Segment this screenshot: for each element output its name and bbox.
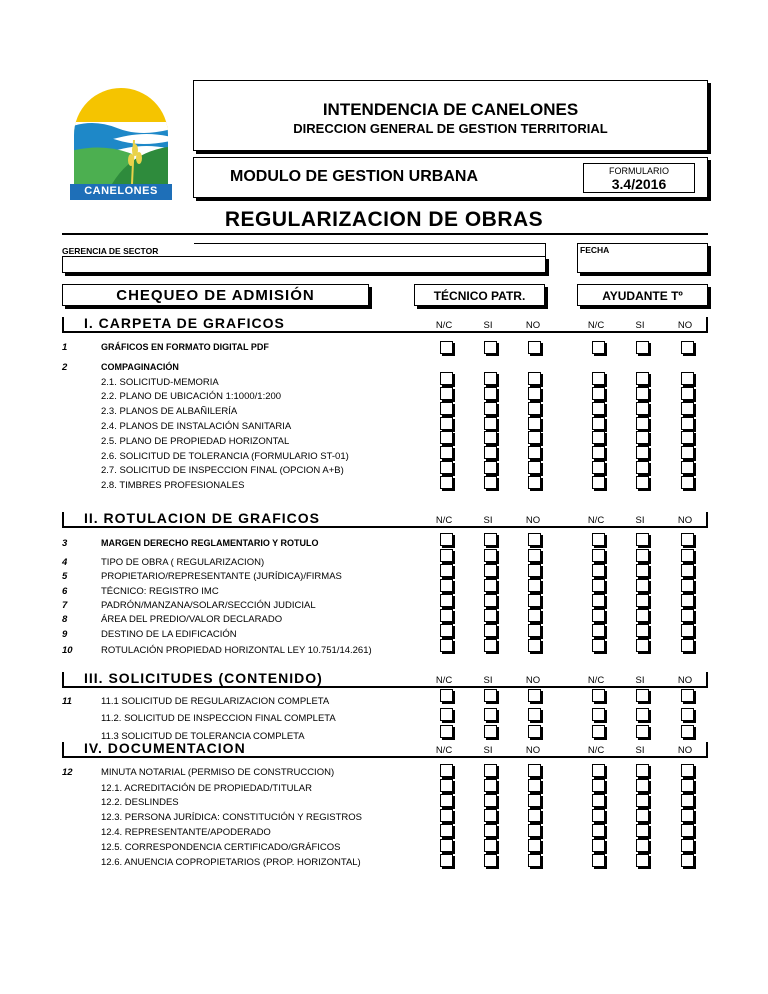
section-title: I. CARPETA DE GRAFICOS xyxy=(84,315,285,331)
checkbox-si-tecnico[interactable] xyxy=(484,639,497,652)
checkbox-si-ayudante[interactable] xyxy=(636,417,649,430)
checkbox-si-tecnico[interactable] xyxy=(484,824,497,837)
checkbox-no-ayudante[interactable] xyxy=(681,417,694,430)
ayudante-label: AYUDANTE Tº xyxy=(602,289,683,303)
checkbox-nc-tecnico[interactable] xyxy=(440,461,453,474)
checkbox-si-tecnico[interactable] xyxy=(484,708,497,721)
checkbox-si-ayudante[interactable] xyxy=(636,431,649,444)
checkbox-nc-tecnico[interactable] xyxy=(440,341,453,354)
checkbox-si-tecnico[interactable] xyxy=(484,839,497,852)
checkbox-si-ayudante[interactable] xyxy=(636,372,649,385)
checkbox-no-tecnico[interactable] xyxy=(528,689,541,702)
row-number: 1 xyxy=(62,342,68,353)
checkbox-si-ayudante[interactable] xyxy=(636,794,649,807)
checkbox-nc-tecnico[interactable] xyxy=(440,417,453,430)
checkbox-nc-ayudante[interactable] xyxy=(592,341,605,354)
section-divider xyxy=(62,331,708,333)
checkbox-si-tecnico[interactable] xyxy=(484,549,497,562)
checkbox-nc-tecnico[interactable] xyxy=(440,372,453,385)
column-header: N/C xyxy=(587,515,605,526)
checkbox-si-tecnico[interactable] xyxy=(484,624,497,637)
checkbox-nc-ayudante[interactable] xyxy=(592,372,605,385)
checkbox-nc-ayudante[interactable] xyxy=(592,387,605,400)
checkbox-nc-tecnico[interactable] xyxy=(440,839,453,852)
checkbox-si-tecnico[interactable] xyxy=(484,809,497,822)
checkbox-no-tecnico[interactable] xyxy=(528,794,541,807)
column-header: NO xyxy=(677,675,693,686)
form-number-box xyxy=(583,163,695,193)
checkbox-si-tecnico[interactable] xyxy=(484,461,497,474)
checkbox-no-ayudante[interactable] xyxy=(681,809,694,822)
checklist-item-label: DESTINO DE LA EDIFICACIÓN xyxy=(101,629,237,640)
checkbox-nc-tecnico[interactable] xyxy=(440,402,453,415)
checkbox-no-tecnico[interactable] xyxy=(528,624,541,637)
checkbox-no-ayudante[interactable] xyxy=(681,476,694,489)
checkbox-si-tecnico[interactable] xyxy=(484,764,497,777)
checkbox-nc-tecnico[interactable] xyxy=(440,594,453,607)
checkbox-no-tecnico[interactable] xyxy=(528,779,541,792)
row-number: 6 xyxy=(62,586,68,597)
checkbox-nc-tecnico[interactable] xyxy=(440,854,453,867)
checkbox-no-tecnico[interactable] xyxy=(528,824,541,837)
checkbox-nc-ayudante[interactable] xyxy=(592,476,605,489)
checklist-item-label: TÉCNICO: REGISTRO IMC xyxy=(101,586,219,597)
checkbox-nc-tecnico[interactable] xyxy=(440,609,453,622)
column-header: NO xyxy=(525,515,541,526)
checkbox-nc-ayudante[interactable] xyxy=(592,431,605,444)
checkbox-no-tecnico[interactable] xyxy=(528,387,541,400)
checkbox-nc-tecnico[interactable] xyxy=(440,809,453,822)
checkbox-si-tecnico[interactable] xyxy=(484,725,497,738)
checkbox-no-ayudante[interactable] xyxy=(681,579,694,592)
column-header: NO xyxy=(525,745,541,756)
checkbox-nc-ayudante[interactable] xyxy=(592,579,605,592)
column-header: N/C xyxy=(435,515,453,526)
institution-title: INTENDENCIA DE CANELONES xyxy=(322,100,579,119)
checkbox-no-ayudante[interactable] xyxy=(681,639,694,652)
checkbox-nc-ayudante[interactable] xyxy=(592,609,605,622)
checkbox-no-tecnico[interactable] xyxy=(528,764,541,777)
checkbox-no-ayudante[interactable] xyxy=(681,764,694,777)
checkbox-si-ayudante[interactable] xyxy=(636,533,649,546)
checkbox-nc-ayudante[interactable] xyxy=(592,839,605,852)
checkbox-no-ayudante[interactable] xyxy=(681,854,694,867)
section-title: III. SOLICITUDES (CONTENIDO) xyxy=(84,670,323,686)
checkbox-si-tecnico[interactable] xyxy=(484,854,497,867)
row-number: 4 xyxy=(62,557,68,568)
row-number: 8 xyxy=(62,614,68,625)
section-divider-edge xyxy=(62,512,64,527)
checkbox-si-ayudante[interactable] xyxy=(636,564,649,577)
section-divider xyxy=(62,526,708,528)
checkbox-si-tecnico[interactable] xyxy=(484,476,497,489)
checkbox-si-ayudante[interactable] xyxy=(636,779,649,792)
logo-graphic xyxy=(62,80,180,202)
checkbox-no-ayudante[interactable] xyxy=(681,839,694,852)
column-header: SI xyxy=(635,675,645,686)
checkbox-si-ayudante[interactable] xyxy=(636,609,649,622)
column-header: N/C xyxy=(435,745,453,756)
checkbox-no-ayudante[interactable] xyxy=(681,431,694,444)
gerencia-label: GERENCIA DE SECTOR xyxy=(62,246,159,256)
checklist-item-label: 2.2. PLANO DE UBICACIÓN 1:1000/1:200 xyxy=(101,391,282,402)
checkbox-nc-ayudante[interactable] xyxy=(592,417,605,430)
column-header: NO xyxy=(525,675,541,686)
checkbox-nc-tecnico[interactable] xyxy=(440,689,453,702)
checkbox-no-tecnico[interactable] xyxy=(528,417,541,430)
checkbox-si-tecnico[interactable] xyxy=(484,579,497,592)
fecha-field[interactable] xyxy=(577,243,708,273)
checkbox-si-tecnico[interactable] xyxy=(484,779,497,792)
checkbox-nc-tecnico[interactable] xyxy=(440,824,453,837)
form-number: 3.4/2016 xyxy=(611,176,667,192)
checkbox-no-tecnico[interactable] xyxy=(528,549,541,562)
checkbox-no-ayudante[interactable] xyxy=(681,549,694,562)
checklist-item-label: 2.1. SOLICITUD-MEMORIA xyxy=(101,377,219,388)
checklist-title-box xyxy=(62,284,369,306)
checkbox-nc-ayudante[interactable] xyxy=(592,854,605,867)
row-number: 11 xyxy=(62,696,72,707)
checkbox-si-tecnico[interactable] xyxy=(484,402,497,415)
checkbox-nc-tecnico[interactable] xyxy=(440,387,453,400)
section-divider-edge xyxy=(62,742,64,757)
section-divider xyxy=(62,756,708,758)
checkbox-si-ayudante[interactable] xyxy=(636,854,649,867)
checkbox-nc-ayudante[interactable] xyxy=(592,533,605,546)
checkbox-nc-tecnico[interactable] xyxy=(440,624,453,637)
checkbox-si-ayudante[interactable] xyxy=(636,341,649,354)
checkbox-nc-ayudante[interactable] xyxy=(592,549,605,562)
checklist-item-label: 12.4. REPRESENTANTE/APODERADO xyxy=(101,827,271,838)
section-title: IV. DOCUMENTACION xyxy=(84,740,246,756)
checklist-item-label: PADRÓN/MANZANA/SOLAR/SECCIÓN JUDICIAL xyxy=(101,600,316,611)
checklist-item-label: PROPIETARIO/REPRESENTANTE (JURÍDICA)/FIRMAS xyxy=(101,571,342,582)
checkbox-nc-tecnico[interactable] xyxy=(440,725,453,738)
checkbox-nc-ayudante[interactable] xyxy=(592,624,605,637)
checklist-item-label: 11.3 SOLICITUD DE TOLERANCIA COMPLETA xyxy=(101,731,305,742)
module-title: MODULO DE GESTION URBANA xyxy=(230,168,478,185)
checkbox-si-ayudante[interactable] xyxy=(636,708,649,721)
checkbox-no-ayudante[interactable] xyxy=(681,725,694,738)
checkbox-si-tecnico[interactable] xyxy=(484,417,497,430)
checklist-item-label: COMPAGINACIÓN xyxy=(101,362,179,372)
checkbox-no-tecnico[interactable] xyxy=(528,431,541,444)
column-header: SI xyxy=(483,515,493,526)
module-box xyxy=(193,157,708,198)
section-divider-edge xyxy=(62,317,64,332)
checkbox-nc-tecnico[interactable] xyxy=(440,476,453,489)
checkbox-nc-ayudante[interactable] xyxy=(592,764,605,777)
checkbox-si-tecnico[interactable] xyxy=(484,341,497,354)
checkbox-no-ayudante[interactable] xyxy=(681,564,694,577)
checkbox-no-tecnico[interactable] xyxy=(528,609,541,622)
column-header: SI xyxy=(635,320,645,331)
checkbox-no-tecnico[interactable] xyxy=(528,854,541,867)
checkbox-nc-ayudante[interactable] xyxy=(592,564,605,577)
checkbox-no-tecnico[interactable] xyxy=(528,579,541,592)
checklist-item-label: 2.4. PLANOS DE INSTALACIÓN SANITARIA xyxy=(101,421,292,432)
checklist-item-label: MINUTA NOTARIAL (PERMISO DE CONSTRUCCION) xyxy=(101,767,335,778)
checkbox-no-ayudante[interactable] xyxy=(681,402,694,415)
checkbox-nc-ayudante[interactable] xyxy=(592,708,605,721)
checklist-item-label: 12.2. DESLINDES xyxy=(101,797,179,808)
checkbox-si-ayudante[interactable] xyxy=(636,764,649,777)
checkbox-si-tecnico[interactable] xyxy=(484,431,497,444)
checkbox-no-ayudante[interactable] xyxy=(681,341,694,354)
institution-subtitle: DIRECCION GENERAL DE GESTION TERRITORIAL xyxy=(293,121,608,136)
checkbox-si-tecnico[interactable] xyxy=(484,564,497,577)
checkbox-nc-tecnico[interactable] xyxy=(440,794,453,807)
checkbox-no-tecnico[interactable] xyxy=(528,639,541,652)
checklist-item-label: 2.5. PLANO DE PROPIEDAD HORIZONTAL xyxy=(101,436,290,447)
checkbox-no-tecnico[interactable] xyxy=(528,402,541,415)
column-header: N/C xyxy=(587,675,605,686)
section-divider-edge xyxy=(706,512,708,527)
column-header: NO xyxy=(525,320,541,331)
row-number: 12 xyxy=(62,767,73,778)
checkbox-si-ayudante[interactable] xyxy=(636,402,649,415)
checklist-item-label: MARGEN DERECHO REGLAMENTARIO Y ROTULO xyxy=(101,538,319,548)
checkbox-no-ayudante[interactable] xyxy=(681,708,694,721)
checkbox-nc-ayudante[interactable] xyxy=(592,461,605,474)
checkbox-no-ayudante[interactable] xyxy=(681,824,694,837)
checkbox-si-tecnico[interactable] xyxy=(484,794,497,807)
checkbox-no-tecnico[interactable] xyxy=(528,341,541,354)
checkbox-si-ayudante[interactable] xyxy=(636,446,649,459)
column-header: NO xyxy=(677,320,693,331)
row-number: 3 xyxy=(62,538,68,549)
checkbox-nc-tecnico[interactable] xyxy=(440,708,453,721)
section-divider-edge xyxy=(706,672,708,687)
checkbox-nc-ayudante[interactable] xyxy=(592,794,605,807)
checklist-item-label: ÁREA DEL PREDIO/VALOR DECLARADO xyxy=(101,614,283,625)
checklist-item-label: 12.5. CORRESPONDENCIA CERTIFICADO/GRÁFICOS xyxy=(101,842,341,853)
gerencia-side-line xyxy=(545,243,546,257)
checkbox-no-tecnico[interactable] xyxy=(528,533,541,546)
checkbox-nc-ayudante[interactable] xyxy=(592,402,605,415)
checkbox-si-ayudante[interactable] xyxy=(636,461,649,474)
section-title: II. ROTULACION DE GRAFICOS xyxy=(84,510,320,526)
checkbox-nc-tecnico[interactable] xyxy=(440,446,453,459)
gerencia-top-line xyxy=(194,243,546,244)
checkbox-si-ayudante[interactable] xyxy=(636,624,649,637)
checklist-item-label: 2.6. SOLICITUD DE TOLERANCIA (FORMULARIO ST-01) xyxy=(101,451,349,462)
section-divider-edge xyxy=(62,672,64,687)
checklist-title: CHEQUEO DE ADMISIÓN xyxy=(116,287,315,304)
checkbox-nc-ayudante[interactable] xyxy=(592,809,605,822)
column-header: N/C xyxy=(587,320,605,331)
checkbox-no-tecnico[interactable] xyxy=(528,446,541,459)
checkbox-no-tecnico[interactable] xyxy=(528,839,541,852)
checkbox-no-ayudante[interactable] xyxy=(681,461,694,474)
column-header: NO xyxy=(677,515,693,526)
checkbox-si-tecnico[interactable] xyxy=(484,689,497,702)
row-number: 7 xyxy=(62,600,68,611)
section-divider xyxy=(62,686,708,688)
row-number: 9 xyxy=(62,629,68,640)
checkbox-nc-tecnico[interactable] xyxy=(440,431,453,444)
checkbox-no-ayudante[interactable] xyxy=(681,609,694,622)
checkbox-si-ayudante[interactable] xyxy=(636,594,649,607)
checkbox-nc-tecnico[interactable] xyxy=(440,579,453,592)
checkbox-no-ayudante[interactable] xyxy=(681,372,694,385)
checkbox-si-ayudante[interactable] xyxy=(636,476,649,489)
checklist-item-label: ROTULACIÓN PROPIEDAD HORIZONTAL LEY 10.751/14.261) xyxy=(101,645,372,656)
checkbox-nc-tecnico[interactable] xyxy=(440,549,453,562)
main-title-underline xyxy=(62,233,708,235)
column-header: SI xyxy=(635,745,645,756)
form-label: FORMULARIO xyxy=(608,166,669,176)
column-header: SI xyxy=(483,745,493,756)
checklist-item-label: 2.8. TIMBRES PROFESIONALES xyxy=(101,480,245,491)
row-number: 2 xyxy=(62,362,68,373)
checkbox-no-ayudante[interactable] xyxy=(681,387,694,400)
checkbox-si-ayudante[interactable] xyxy=(636,549,649,562)
tecnico-label: TÉCNICO PATR. xyxy=(433,289,526,303)
checkbox-nc-tecnico[interactable] xyxy=(440,764,453,777)
checklist-item-label: 11.1 SOLICITUD DE REGULARIZACION COMPLETA xyxy=(101,696,330,707)
checkbox-no-tecnico[interactable] xyxy=(528,476,541,489)
checklist-item-label: 2.3. PLANOS DE ALBAÑILERÍA xyxy=(101,406,238,417)
column-header: N/C xyxy=(435,320,453,331)
tecnico-box xyxy=(414,284,545,306)
checkbox-no-ayudante[interactable] xyxy=(681,533,694,546)
checkbox-nc-ayudante[interactable] xyxy=(592,446,605,459)
checklist-item-label: TIPO DE OBRA ( REGULARIZACION) xyxy=(101,557,265,568)
checkbox-si-tecnico[interactable] xyxy=(484,594,497,607)
checkbox-si-ayudante[interactable] xyxy=(636,824,649,837)
row-number: 5 xyxy=(62,571,68,582)
checklist-item-label: 11.2. SOLICITUD DE INSPECCION FINAL COMPLETA xyxy=(101,713,336,724)
checkbox-si-tecnico[interactable] xyxy=(484,533,497,546)
checkbox-si-tecnico[interactable] xyxy=(484,446,497,459)
checkbox-nc-tecnico[interactable] xyxy=(440,639,453,652)
checkbox-nc-ayudante[interactable] xyxy=(592,689,605,702)
gerencia-field[interactable] xyxy=(62,256,546,273)
checkbox-si-ayudante[interactable] xyxy=(636,725,649,738)
checkbox-no-tecnico[interactable] xyxy=(528,564,541,577)
checkbox-si-ayudante[interactable] xyxy=(636,639,649,652)
column-header: SI xyxy=(483,675,493,686)
checkbox-no-ayudante[interactable] xyxy=(681,794,694,807)
checkbox-no-tecnico[interactable] xyxy=(528,809,541,822)
checkbox-no-ayudante[interactable] xyxy=(681,779,694,792)
checkbox-no-ayudante[interactable] xyxy=(681,594,694,607)
section-divider-edge xyxy=(706,742,708,757)
column-header: NO xyxy=(677,745,693,756)
section-divider-edge xyxy=(706,317,708,332)
column-header: N/C xyxy=(587,745,605,756)
checkbox-nc-ayudante[interactable] xyxy=(592,824,605,837)
checkbox-si-ayudante[interactable] xyxy=(636,689,649,702)
checkbox-no-tecnico[interactable] xyxy=(528,372,541,385)
checkbox-si-ayudante[interactable] xyxy=(636,387,649,400)
checkbox-si-tecnico[interactable] xyxy=(484,372,497,385)
checkbox-nc-tecnico[interactable] xyxy=(440,779,453,792)
institution-header xyxy=(193,80,708,151)
checkbox-no-ayudante[interactable] xyxy=(681,689,694,702)
checklist-item-label: 12.3. PERSONA JURÍDICA: CONSTITUCIÓN Y REGISTROS xyxy=(101,812,362,823)
checklist-item-label: 12.1. ACREDITACIÓN DE PROPIEDAD/TITULAR xyxy=(101,783,312,794)
checkbox-nc-ayudante[interactable] xyxy=(592,639,605,652)
checkbox-no-tecnico[interactable] xyxy=(528,594,541,607)
checkbox-si-ayudante[interactable] xyxy=(636,579,649,592)
checkbox-nc-ayudante[interactable] xyxy=(592,779,605,792)
checkbox-si-ayudante[interactable] xyxy=(636,809,649,822)
checkbox-nc-tecnico[interactable] xyxy=(440,533,453,546)
checkbox-nc-tecnico[interactable] xyxy=(440,564,453,577)
canelones-logo xyxy=(62,80,180,202)
checklist-item-label: GRÁFICOS EN FORMATO DIGITAL PDF xyxy=(101,342,269,352)
checkbox-no-tecnico[interactable] xyxy=(528,461,541,474)
checklist-item-label: 2.7. SOLICITUD DE INSPECCION FINAL (OPCION A+B) xyxy=(101,465,344,476)
main-title: REGULARIZACION DE OBRAS xyxy=(224,208,544,231)
logo-text: CANELONES xyxy=(84,185,158,197)
checkbox-no-tecnico[interactable] xyxy=(528,708,541,721)
column-header: SI xyxy=(635,515,645,526)
column-header: SI xyxy=(483,320,493,331)
checkbox-si-ayudante[interactable] xyxy=(636,839,649,852)
ayudante-box xyxy=(577,284,708,306)
row-number: 10 xyxy=(62,645,73,656)
checkbox-nc-ayudante[interactable] xyxy=(592,725,605,738)
checkbox-si-tecnico[interactable] xyxy=(484,387,497,400)
checklist-item-label: 12.6. ANUENCIA COPROPIETARIOS (PROP. HORIZONTAL) xyxy=(101,857,361,868)
column-header: N/C xyxy=(435,675,453,686)
checkbox-no-tecnico[interactable] xyxy=(528,725,541,738)
checkbox-nc-ayudante[interactable] xyxy=(592,594,605,607)
fecha-label: FECHA xyxy=(580,245,610,255)
checkbox-si-tecnico[interactable] xyxy=(484,609,497,622)
checkbox-no-ayudante[interactable] xyxy=(681,624,694,637)
checkbox-no-ayudante[interactable] xyxy=(681,446,694,459)
